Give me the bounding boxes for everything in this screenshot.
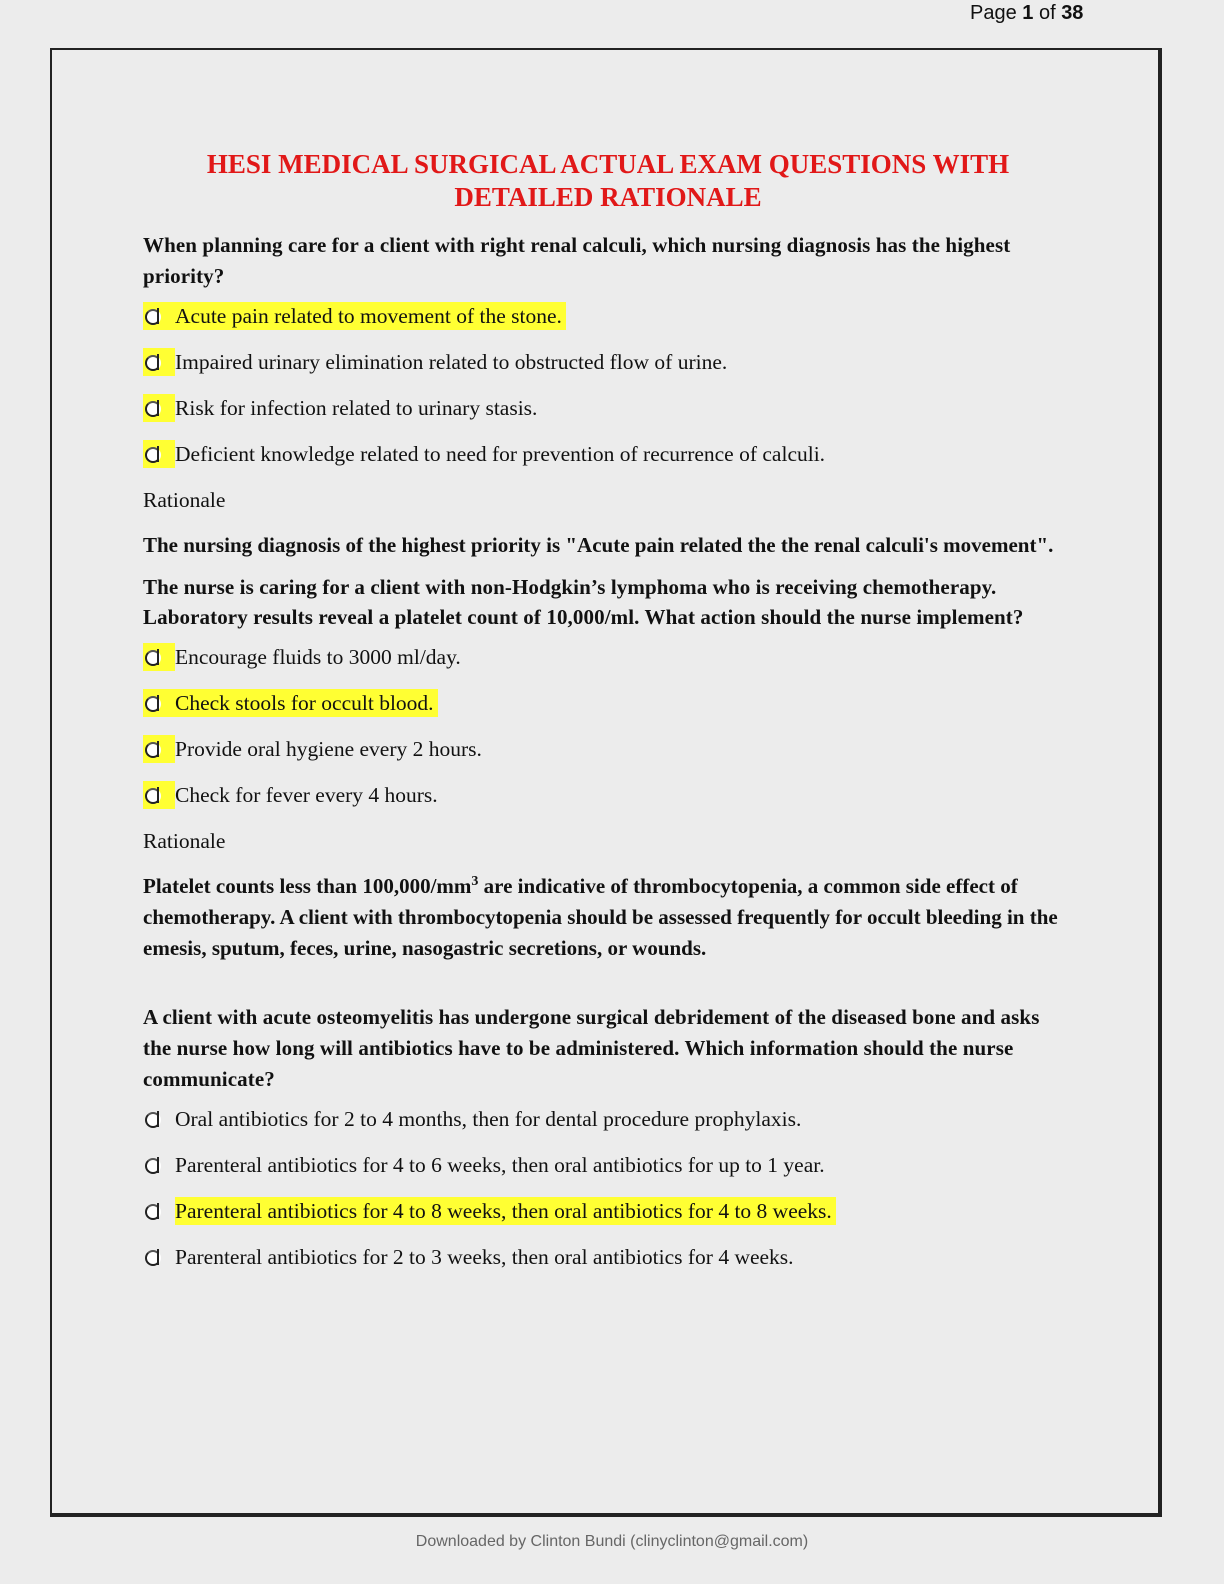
radio-icon[interactable]	[143, 440, 175, 468]
option-label: Check stools for occult blood.	[175, 689, 438, 717]
question-2-rationale	[143, 871, 1073, 964]
question-3-option-b[interactable]	[143, 1151, 1073, 1179]
option-label: Deficient knowledge related to need for prevention of recurrence of calculi.	[175, 442, 826, 466]
page-of: of	[1033, 2, 1062, 24]
option-label: Parenteral antibiotics for 2 to 3 weeks, then oral antibiotics for 4 weeks.	[175, 1245, 794, 1269]
option-label: Acute pain related to movement of the stone.	[175, 302, 566, 330]
question-3-stem: A client with acute osteomyelitis has undergone surgical debridement of the diseased bone and asks the nurse how long will antibiotics have to be administered. Which information should the nurse communicate?	[143, 1005, 1040, 1091]
page-number	[970, 2, 1083, 25]
question-1-option-d[interactable]	[143, 440, 1073, 468]
question-2-stem	[143, 573, 1073, 633]
superscript-3: 3	[471, 874, 479, 889]
option-label: Check for fever every 4 hours.	[175, 783, 438, 807]
radio-icon[interactable]	[143, 643, 175, 671]
question-2-stem-line-1: The nurse is caring for a client with non-Hodgkin’s lymphoma who is receiving chemotherapy.	[143, 575, 997, 599]
option-label: Parenteral antibiotics for 4 to 8 weeks, then oral antibiotics for 4 to 8 weeks.	[175, 1197, 836, 1225]
rationale-heading: Rationale	[143, 488, 226, 512]
question-2-option-c[interactable]	[143, 735, 1073, 763]
question-2-stem-line-2: Laboratory results reveal a platelet count of 10,000/ml. What action should the nurse implement?	[143, 605, 1024, 629]
question-1-stem: When planning care for a client with right renal calculi, which nursing diagnosis has the highest priority?	[143, 233, 1011, 288]
document-title: HESI MEDICAL SURGICAL ACTUAL EXAM QUESTIONS WITH DETAILED RATIONALE	[206, 149, 1010, 212]
question-1-rationale: The nursing diagnosis of the highest priority is "Acute pain related the the renal calculi's movement".	[143, 533, 1054, 557]
page-current: 1	[1022, 2, 1034, 24]
document-body	[143, 148, 1073, 1289]
radio-icon[interactable]	[143, 1105, 175, 1133]
radio-icon[interactable]	[143, 689, 175, 717]
option-label: Impaired urinary elimination related to obstructed flow of urine.	[175, 350, 728, 374]
rationale-text-2: are indicative of thrombocytopenia, a common side effect of chemotherapy. A client with thrombocytopenia should be assessed frequently for occult bleeding in the emesis, sputum, feces, urine, nasogastric secretions, or wounds.	[143, 874, 1058, 960]
question-2-option-a[interactable]	[143, 643, 1073, 671]
option-label: Provide oral hygiene every 2 hours.	[175, 737, 482, 761]
question-3-option-d[interactable]	[143, 1243, 1073, 1271]
question-2-option-b[interactable]	[143, 689, 1073, 717]
radio-icon[interactable]	[143, 348, 175, 376]
option-label: Oral antibiotics for 2 to 4 months, then for dental procedure prophylaxis.	[175, 1107, 802, 1131]
radio-icon[interactable]	[143, 1243, 175, 1271]
radio-icon[interactable]	[143, 1197, 175, 1225]
radio-icon[interactable]	[143, 781, 175, 809]
option-label: Encourage fluids to 3000 ml/day.	[175, 645, 461, 669]
radio-icon[interactable]	[143, 1151, 175, 1179]
spacer	[143, 976, 1073, 1002]
rationale-text-1: Platelet counts less than 100,000/mm	[143, 874, 472, 898]
radio-icon[interactable]	[143, 735, 175, 763]
question-1-option-b[interactable]	[143, 348, 1073, 376]
radio-icon[interactable]	[143, 302, 175, 330]
download-footer: Downloaded by Clinton Bundi (clinyclinton@gmail.com)	[415, 1533, 809, 1550]
question-1-option-a[interactable]	[143, 302, 1073, 330]
question-3-option-a[interactable]	[143, 1105, 1073, 1133]
option-label: Parenteral antibiotics for 4 to 6 weeks, then oral antibiotics for up to 1 year.	[175, 1153, 825, 1177]
page-total: 38	[1061, 2, 1084, 24]
question-1-option-c[interactable]	[143, 394, 1073, 422]
radio-icon[interactable]	[143, 394, 175, 422]
question-2-option-d[interactable]	[143, 781, 1073, 809]
question-3-option-c[interactable]	[143, 1197, 1073, 1225]
option-label: Risk for infection related to urinary stasis.	[175, 396, 538, 420]
page-prefix: Page	[970, 2, 1023, 24]
rationale-heading: Rationale	[143, 829, 226, 853]
